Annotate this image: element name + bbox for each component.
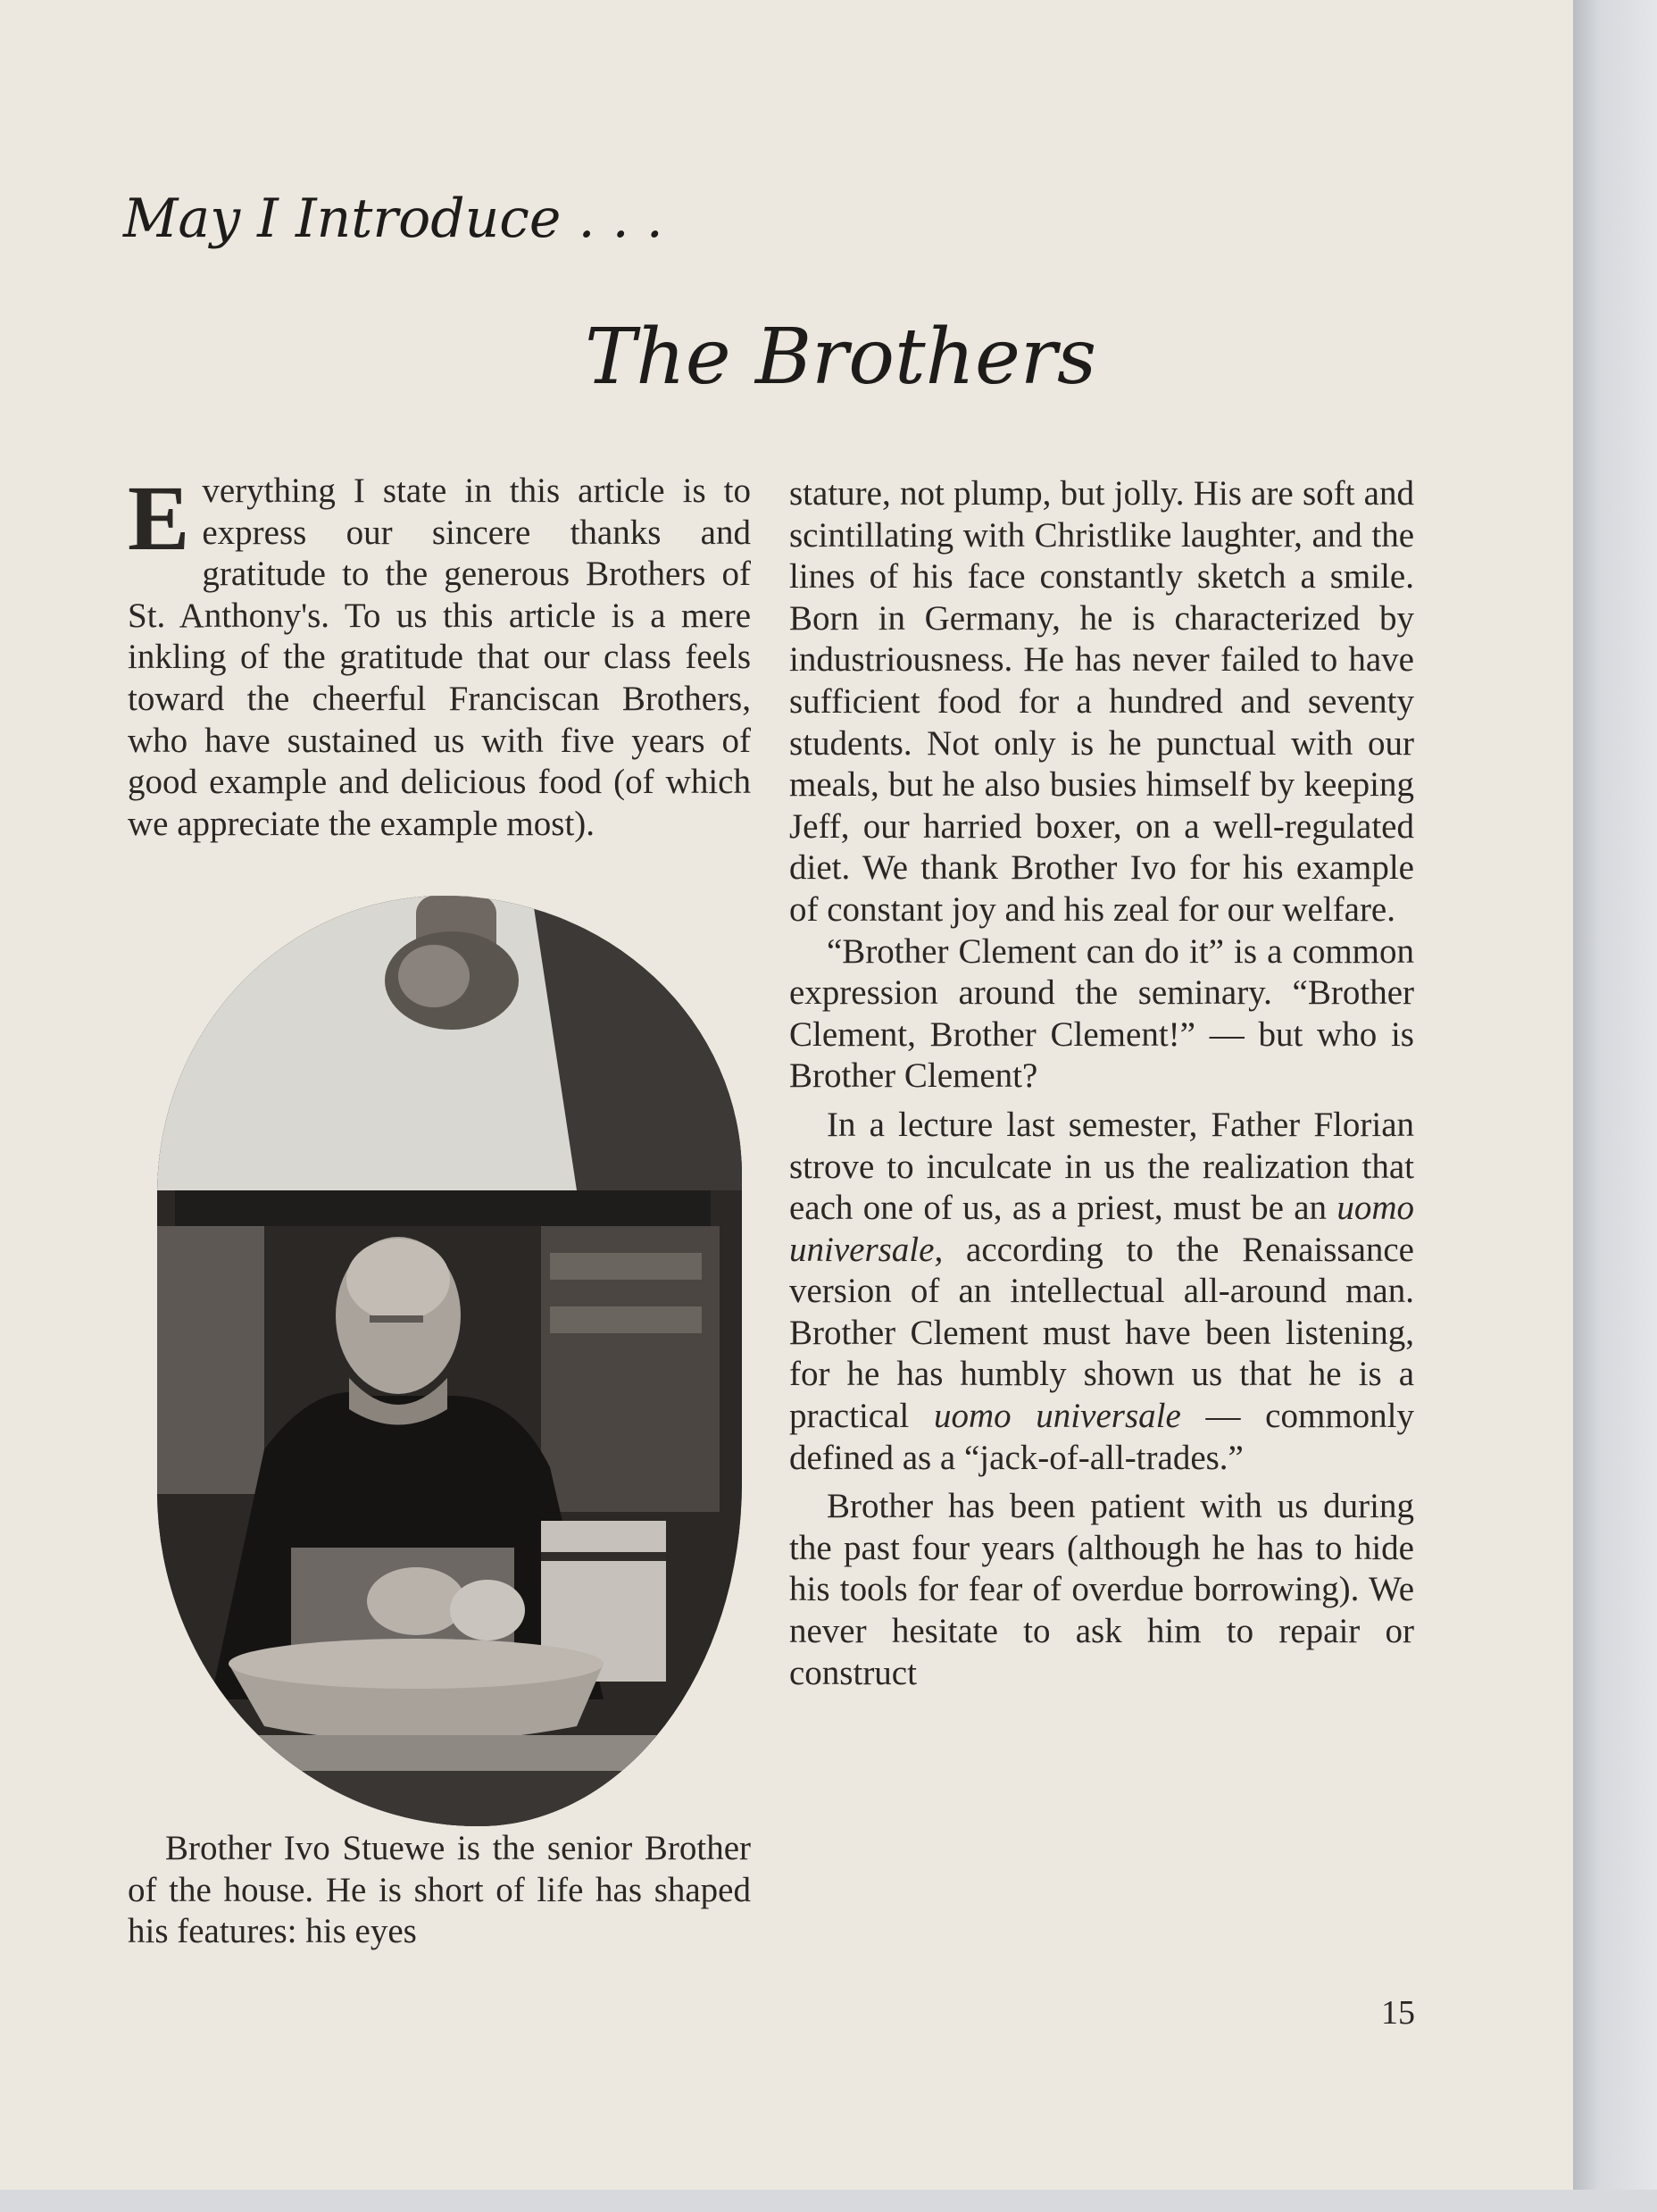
drop-cap: E [128,467,190,570]
scan-edge-bottom [0,2190,1657,2212]
right-column [789,473,1414,1694]
caption-paragraph [128,1828,751,1953]
intro-text: verything I state in this article is to express our sincere thanks and gratitude to the generous Brothers of St. Anthony's. To us this article is a mere inkling of the gratitude that our class feels toward the cheerful Franciscan Brothers, who have sustained us with five years of good example and delicious food (of which we appreciate the example most). [128,472,751,843]
paragraph-uomo-universale [789,1105,1414,1479]
paragraph-ivo-continued: stature, not plump, but jolly. His are soft and scintillating with Christlike laughter, and the lines of his face constantly sketch a smile. Born in Germany, he is characterized by industriousness. He has never failed to have sufficient food for a hundred and seventy students. Not only is he punctual with our meals, but he also busies himself by keeping Jeff, our harried boxer, on a well-regulated diet. We thank Brother Ivo for his example of constant joy and his zeal for our welfare. [789,474,1414,929]
paragraph-clement-intro: “Brother Clement can do it” is a common expression around the seminary. “Brother Clement, Brother Clement!” — but who is Brother Clement? [789,931,1414,1096]
uomo-text-b: according to the Renaissance version of an intellectual all-around man. Brother Clement must have been listening, for he has humbly shown us that he is a practical [789,1230,1414,1436]
uomo-text-c: — commonly defined as a “jack-of-all-trades.” [789,1397,1414,1477]
article-kicker: May I Introduce . . . [123,188,663,250]
intro-paragraph [128,467,751,845]
paragraph-patience: Brother has been patient with us during the past four years (although he has to hide his tools for fear of overdue borrowing). We never hesitate to ask him to repair or construct [789,1487,1414,1692]
uomo-emphasis-1: uomo universale, [789,1189,1415,1269]
scan-edge-right [1573,0,1657,2212]
brother-ivo-photo [157,896,742,1826]
uomo-emphasis-2: uomo universale [933,1397,1181,1436]
uomo-text-a: In a lecture last semester, Father Florian strove to inculcate in us the realization that each one of us, as a priest, must be an [789,1105,1414,1228]
page-number: 15 [1381,1994,1415,2032]
brother-ivo-text: Brother Ivo Stuewe is the senior Brother of the house. He is short of life has shaped his features: his eyes [128,1829,751,1951]
article-title: The Brothers [585,313,1097,402]
kitchen-scene-image [157,896,742,1826]
